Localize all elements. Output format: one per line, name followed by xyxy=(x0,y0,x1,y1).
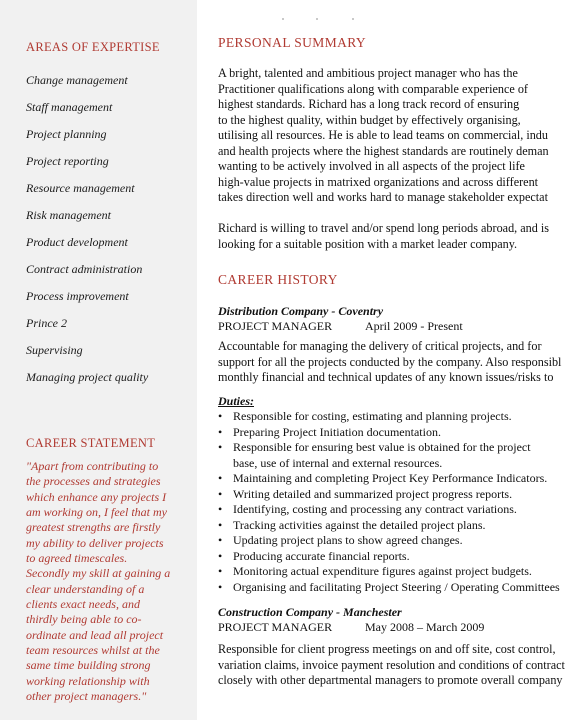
expertise-item: Project planning xyxy=(26,127,107,141)
summary-line: looking for a suitable position with a market leader company. xyxy=(218,236,518,251)
bullet-icon: • xyxy=(218,548,223,563)
job2-dates: May 2008 – March 2009 xyxy=(365,620,485,634)
career-history-heading: CAREER HISTORY xyxy=(218,272,338,287)
summary-line: high-value projects in matrixed organizations and across different xyxy=(218,174,539,189)
duty-text: Maintaining and completing Project Key Performance Indicators. xyxy=(233,471,548,485)
job2-company: Construction Company - Manchester xyxy=(218,605,402,619)
bullet-icon: • xyxy=(218,564,223,578)
expertise-item: Product development xyxy=(26,235,128,249)
duty-item xyxy=(218,425,580,441)
expertise-item: Managing project quality xyxy=(26,370,149,384)
job2-description-line: closely with other departmental managers to promote overall company xyxy=(218,673,563,687)
bullet-icon: • xyxy=(218,533,223,547)
duties-list xyxy=(218,409,580,595)
statement-line: Secondly my skill at gaining a xyxy=(26,566,171,581)
job2-description-line: Responsible for client progress meetings on and off site, cost control, xyxy=(218,642,556,656)
expertise-item: Staff management xyxy=(26,100,113,114)
summary-line: A bright, talented and ambitious project manager who has the xyxy=(218,66,518,80)
summary-line: and health projects where the highest standards are routinely deman xyxy=(218,143,549,158)
duty-text: Producing accurate financial reports. xyxy=(233,548,410,563)
bullet-icon: • xyxy=(218,424,223,439)
duty-text: Updating project plans to show agreed changes. xyxy=(233,533,463,547)
duty-item xyxy=(218,518,580,534)
expertise-item: Prince 2 xyxy=(26,316,67,330)
duty-text: Writing detailed and summarized project progress reports. xyxy=(233,486,513,501)
statement-line: clear understanding of a xyxy=(26,581,145,596)
job1-description xyxy=(218,339,580,386)
duty-item xyxy=(218,487,580,503)
bullet-icon: • xyxy=(218,440,223,454)
duty-text: Tracking activities against the detailed project plans. xyxy=(233,517,486,532)
statement-line: to agreed timescales. xyxy=(26,551,128,566)
career-statement xyxy=(26,459,190,705)
job1-description-line: monthly financial and technical updates of any known issues/risks to xyxy=(218,370,554,384)
duties-label: Duties: xyxy=(218,394,254,408)
bullet-icon: • xyxy=(218,517,223,532)
duty-item xyxy=(218,440,580,471)
bullet-icon: • xyxy=(218,409,223,423)
duty-text: Preparing Project Initiation documentation. xyxy=(233,424,441,439)
job1-title: PROJECT MANAGER xyxy=(218,319,333,333)
duty-text: Responsible for costing, estimating and planning projects. xyxy=(233,409,512,423)
statement-line: team resources whilst at the xyxy=(26,643,160,658)
career-statement-heading: CAREER STATEMENT xyxy=(26,436,156,450)
job1-company: Distribution Company - Coventry xyxy=(218,304,384,318)
statement-line: the processes and strategies xyxy=(26,474,161,489)
statement-line: same time building strong xyxy=(26,658,151,673)
duty-item xyxy=(218,564,580,580)
statement-line: "Apart from contributing to xyxy=(26,459,159,473)
summary-line: Practitioner qualifications along with comparable experience of xyxy=(218,81,528,96)
expertise-item: Change management xyxy=(26,73,128,87)
statement-line: clients exact needs, and xyxy=(26,597,140,612)
expertise-item: Supervising xyxy=(26,343,83,357)
summary-line: to the highest quality, within budget by effectively organising, xyxy=(218,112,521,127)
statement-line: greatest strengths are firstly xyxy=(26,520,161,535)
duty-item xyxy=(218,471,580,487)
statement-line: my ability to deliver projects xyxy=(26,535,164,550)
summary-line: utilising all resources. He is able to lead teams on commercial, indu xyxy=(218,128,548,142)
expertise-item: Project reporting xyxy=(26,154,109,168)
duty-text: Responsible for ensuring best value is obtained for the project xyxy=(233,440,531,454)
summary-line: takes direction well and works hard to manage stakeholder expectat xyxy=(218,190,548,204)
expertise-list xyxy=(26,72,148,396)
bullet-icon: • xyxy=(218,579,223,594)
duty-text: Organising and facilitating Project Steering / Operating Committees xyxy=(233,579,560,594)
main-content xyxy=(197,0,580,720)
expertise-item: Contract administration xyxy=(26,262,143,276)
summary-line: wanting to be actively involved in all aspects of the project life xyxy=(218,159,525,173)
expertise-item: Risk management xyxy=(26,208,111,222)
statement-line: other project managers." xyxy=(26,689,147,704)
summary-paragraph-2 xyxy=(218,221,580,252)
job2-description-line: variation claims, invoice payment resolution and conditions of contract xyxy=(218,657,565,672)
duty-item xyxy=(218,533,580,549)
bullet-icon: • xyxy=(218,471,223,485)
job1-dates: April 2009 - Present xyxy=(365,319,463,333)
duty-item xyxy=(218,549,580,565)
job1-description-line: support for all the projects conducted by the company. Also responsibl xyxy=(218,354,562,369)
duty-item xyxy=(218,409,580,425)
summary-line: Richard is willing to travel and/or spend long periods abroad, and is xyxy=(218,221,550,235)
summary-line: highest standards. Richard has a long track record of ensuring xyxy=(218,97,520,111)
sidebar xyxy=(0,0,197,720)
expertise-heading: AREAS OF EXPERTISE xyxy=(26,40,160,54)
statement-line: am working on, I feel that my xyxy=(26,505,167,520)
expertise-item: Process improvement xyxy=(26,289,129,303)
job2-title: PROJECT MANAGER xyxy=(218,620,333,634)
statement-line: which enhance any projects I xyxy=(26,489,167,504)
personal-summary-heading: PERSONAL SUMMARY xyxy=(218,35,367,50)
job2-description xyxy=(218,642,580,689)
bullet-icon: • xyxy=(218,502,223,516)
summary-paragraph xyxy=(218,66,580,206)
duty-item xyxy=(218,580,580,596)
job1-description-line: Accountable for managing the delivery of critical projects, and for xyxy=(218,339,542,353)
duty-item xyxy=(218,502,580,518)
job1-role xyxy=(218,319,463,334)
expertise-item: Resource management xyxy=(26,181,135,195)
job2-role xyxy=(218,620,485,635)
statement-line: working relationship with xyxy=(26,673,150,688)
duty-text-continued: base, use of internal and external resources. xyxy=(233,455,443,470)
duty-text: Identifying, costing and processing any contract variations. xyxy=(233,502,517,516)
statement-line: thirdly being able to co- xyxy=(26,612,142,627)
statement-line: ordinate and lead all project xyxy=(26,627,164,642)
bullet-icon: • xyxy=(218,486,223,501)
duty-text: Monitoring actual expenditure figures against project budgets. xyxy=(233,564,532,578)
